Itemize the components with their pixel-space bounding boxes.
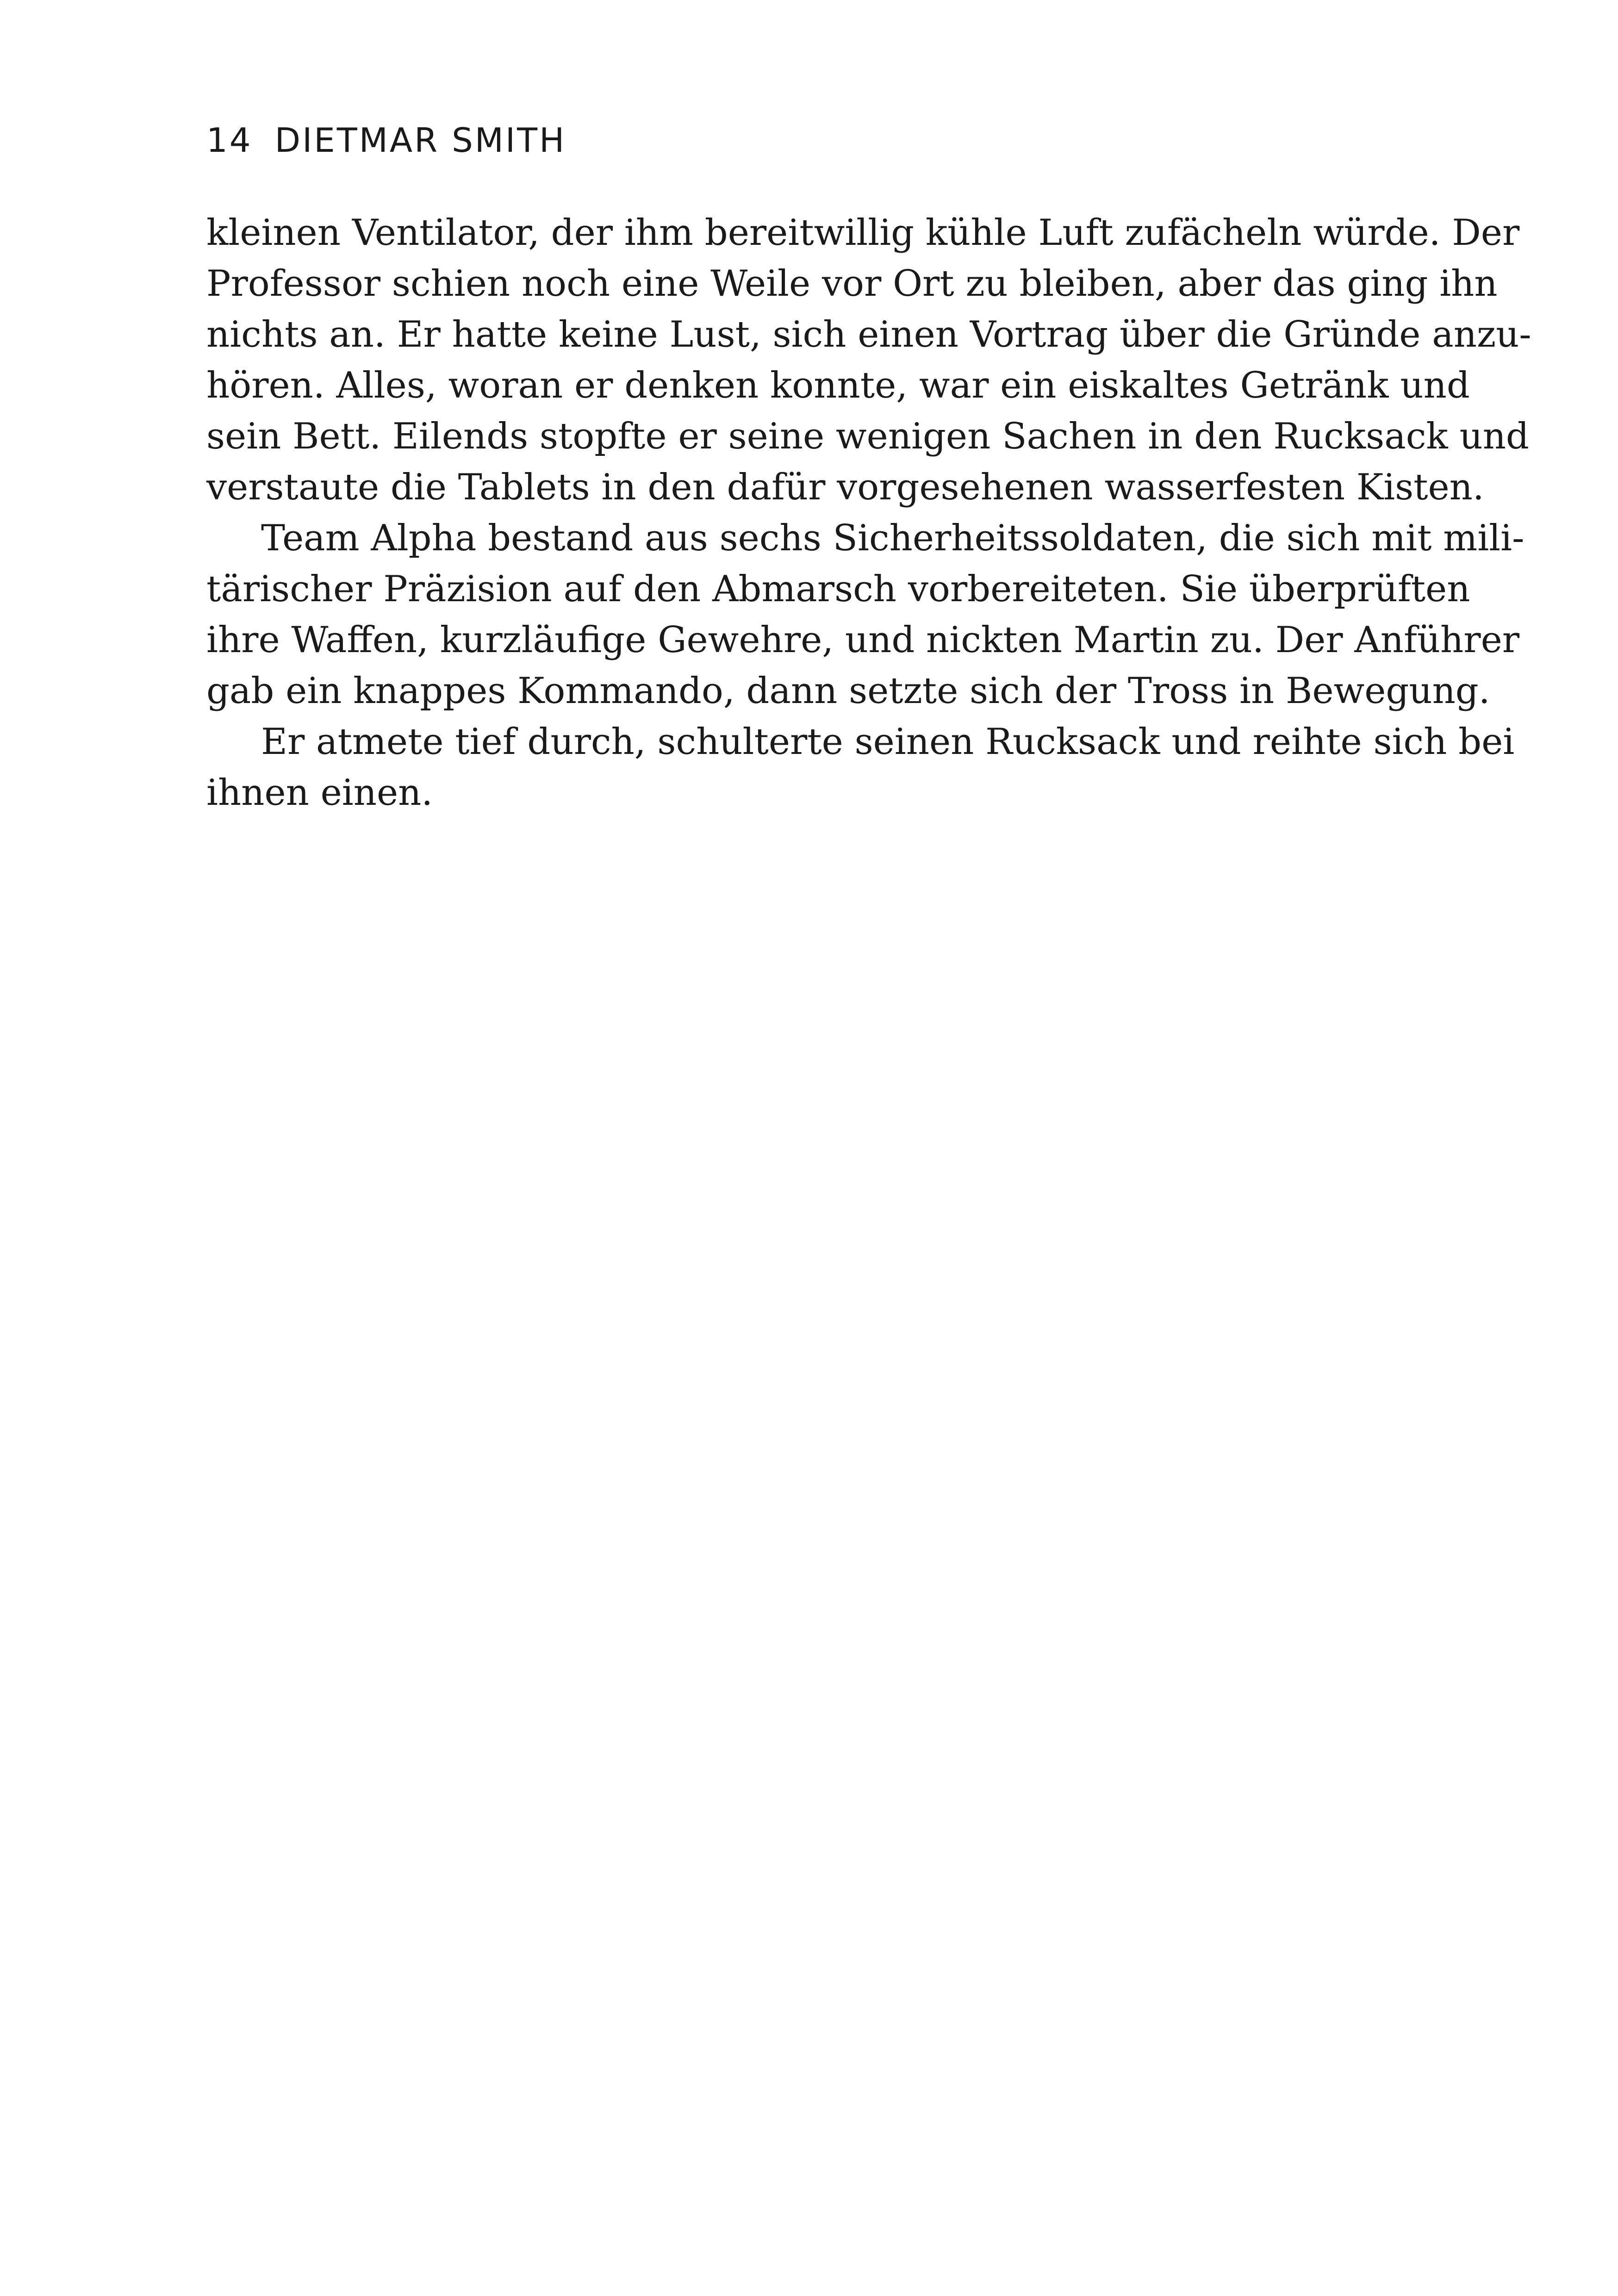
page-number: 14 <box>206 121 253 160</box>
running-head <box>206 115 566 166</box>
text-line: nichts an. Er hatte keine Lust, sich einen Vortrag über die Gründe anzu- <box>206 314 1531 355</box>
text-line: hören. Alles, woran er denken konnte, war ein eiskaltes Getränk und <box>206 365 1470 406</box>
text-line: sein Bett. Eilends stopfte er seine wenigen Sachen in den Rucksack und <box>206 416 1529 457</box>
text-line: Professor schien noch eine Weile vor Ort zu bleiben, aber das ging ihn <box>206 263 1498 305</box>
text-line: ihnen einen. <box>206 772 433 814</box>
paragraph <box>206 207 1531 513</box>
text-line: verstaute die Tablets in den dafür vorgesehenen wasserfesten Kisten. <box>206 467 1484 508</box>
text-line: tärischer Präzision auf den Abmarsch vorbereiteten. Sie überprüften <box>206 568 1470 610</box>
text-line: Team Alpha bestand aus sechs Sicherheitssoldaten, die sich mit mili- <box>261 517 1525 559</box>
paragraph <box>206 716 1515 818</box>
text-line: kleinen Ventilator, der ihm bereitwillig kühle Luft zufächeln würde. Der <box>206 212 1520 254</box>
author-name: DIETMAR SMITH <box>274 121 566 160</box>
text-line: Er atmete tief durch, schulterte seinen Rucksack und reihte sich bei <box>261 721 1515 763</box>
paragraph <box>206 513 1525 716</box>
body-text <box>206 207 1531 818</box>
text-line: gab ein knappes Kommando, dann setzte sich der Tross in Bewegung. <box>206 670 1490 712</box>
text-line: ihre Waffen, kurzläufige Gewehre, und nickten Martin zu. Der Anführer <box>206 619 1520 661</box>
